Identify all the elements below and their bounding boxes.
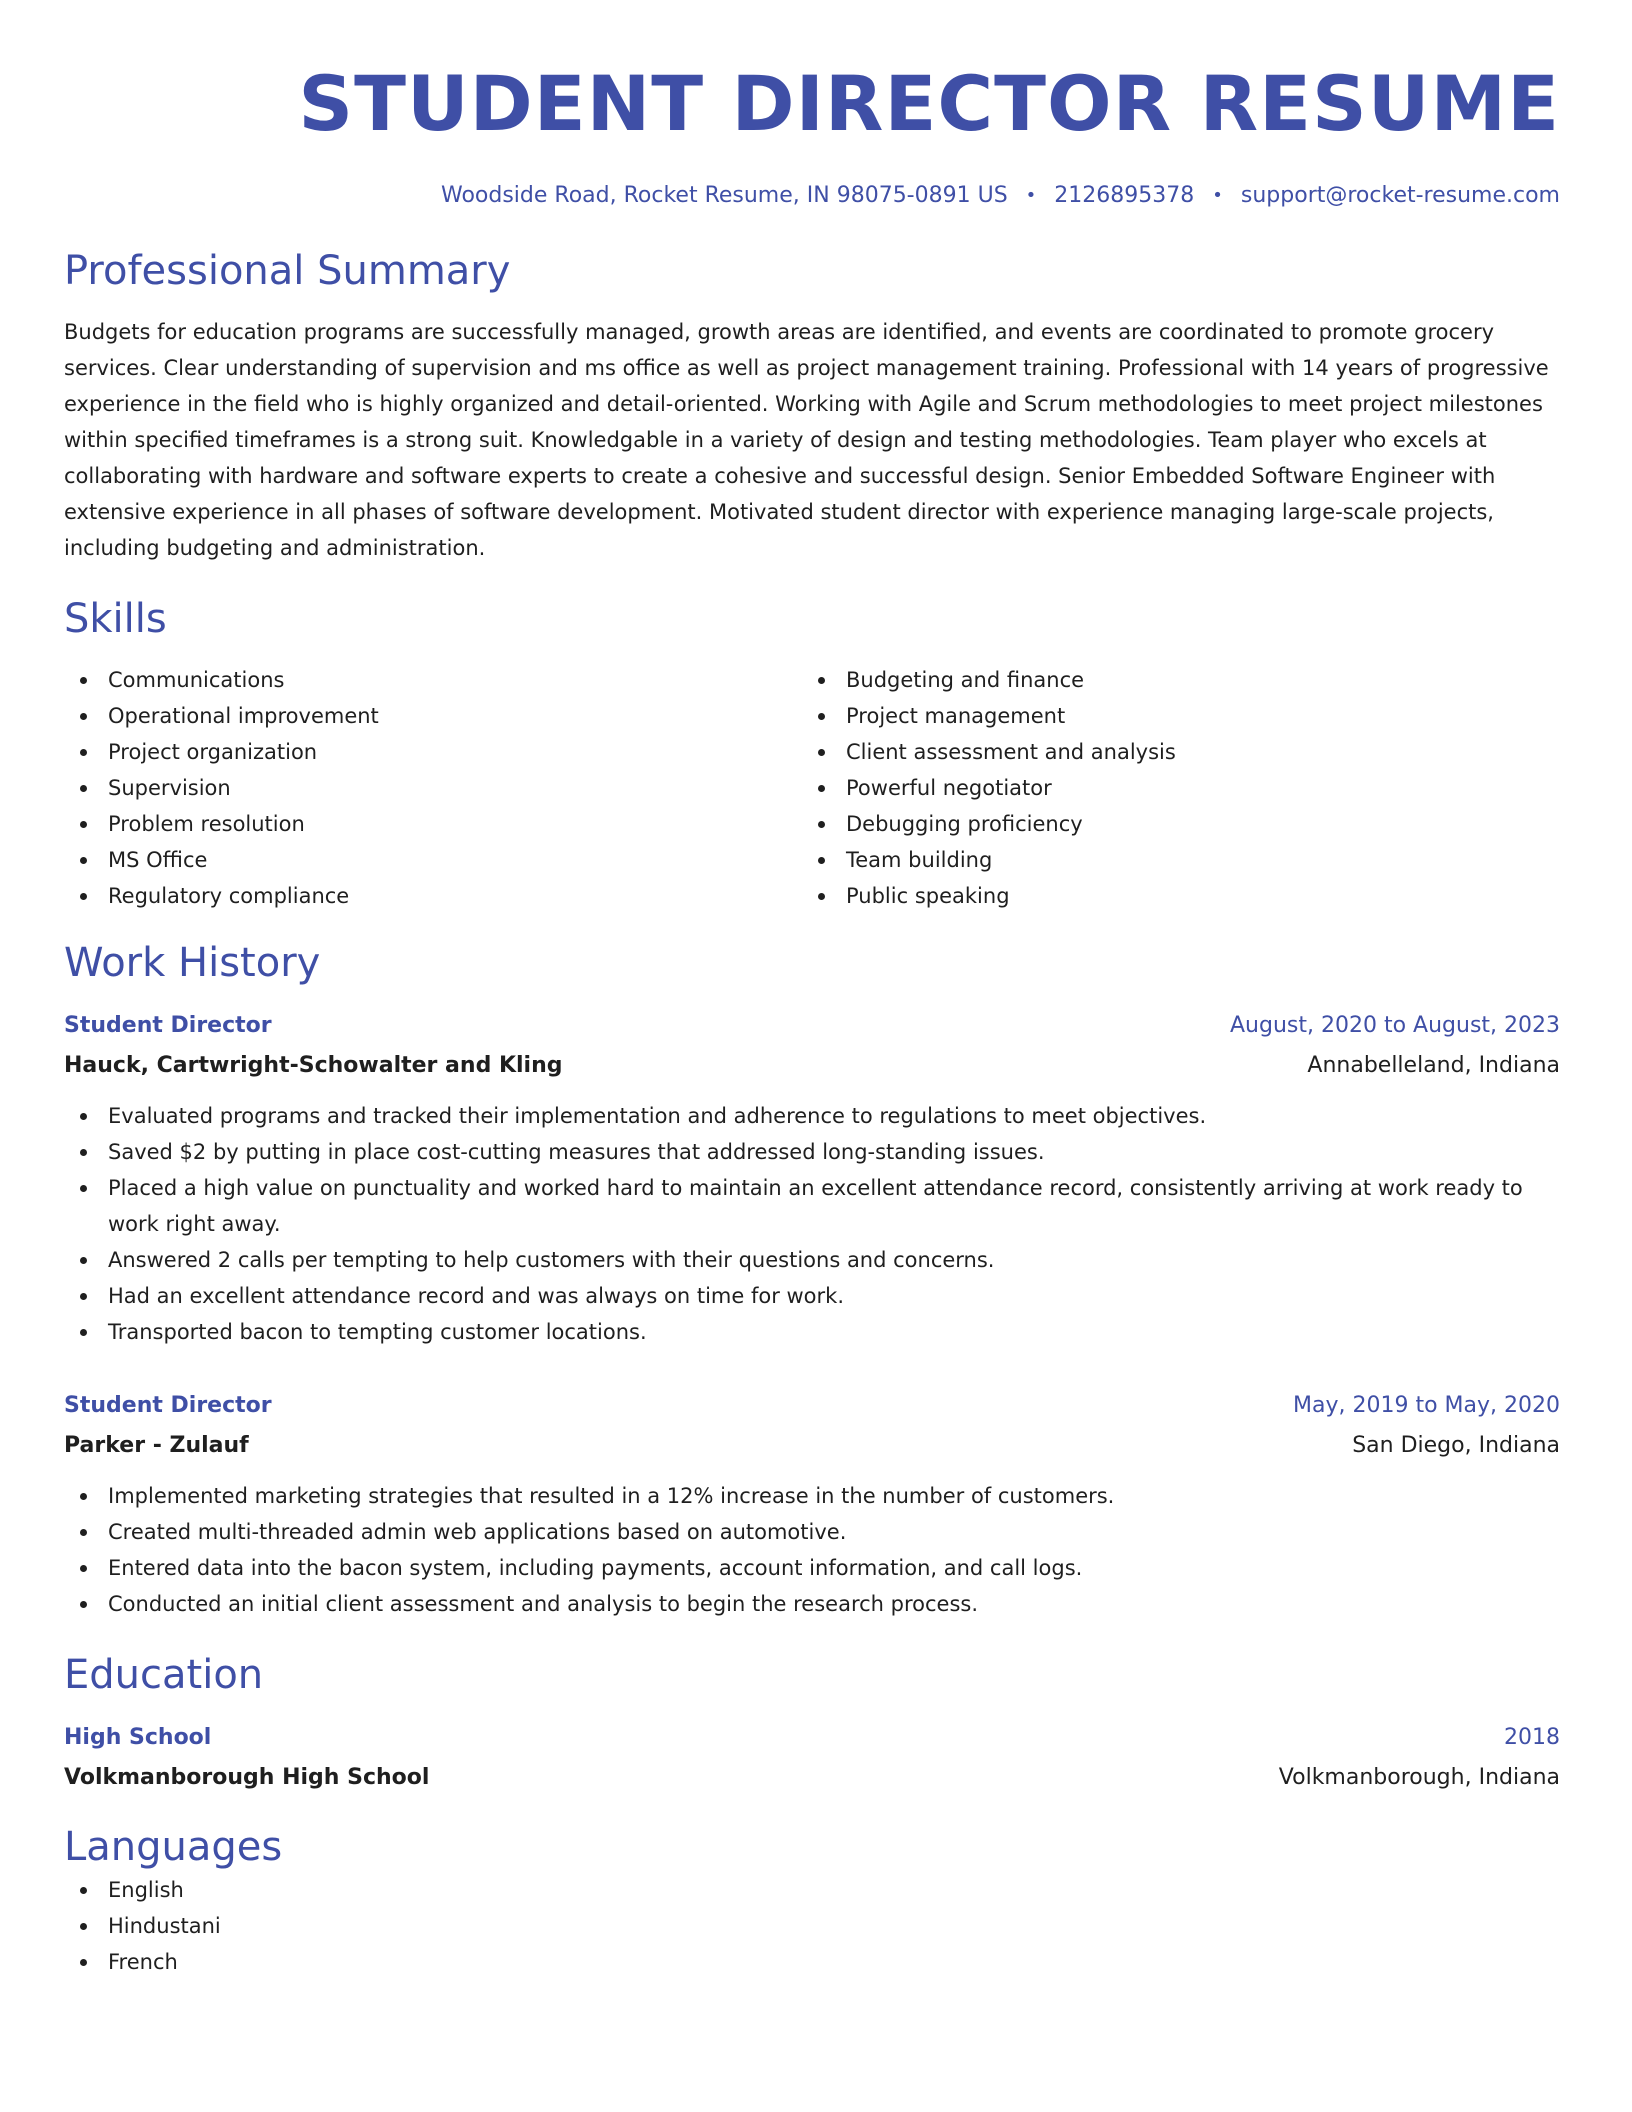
work-history-heading: Work History — [64, 940, 321, 986]
skill-item: Powerful negotiator — [802, 770, 1540, 806]
job-bullets — [64, 1478, 1560, 1622]
education-degree: High School — [64, 1725, 212, 1750]
skills-column-left — [64, 662, 802, 914]
job-bullet: Answered 2 calls per tempting to help customers with their questions and concerns. — [64, 1242, 1560, 1278]
job-bullet: Entered data into the bacon system, including payments, account information, and call logs. — [64, 1550, 1560, 1586]
skill-item: Project management — [802, 698, 1540, 734]
resume-title: STUDENT DIRECTOR RESUME — [298, 59, 1560, 148]
resume-page — [64, 56, 1560, 1980]
job-company-row — [64, 1046, 1560, 1086]
skill-item: Project organization — [64, 734, 802, 770]
job-location: Annabelleland, Indiana — [1307, 1053, 1560, 1078]
job-header-row — [64, 1386, 1560, 1426]
education-school: Volkmanborough High School — [64, 1765, 430, 1790]
contact-separator: • — [1212, 185, 1223, 206]
skill-item: Client assessment and analysis — [802, 734, 1540, 770]
job-location: San Diego, Indiana — [1352, 1433, 1560, 1458]
job-company-row — [64, 1426, 1560, 1466]
job-bullet: Created multi-threaded admin web applications based on automotive. — [64, 1514, 1560, 1550]
skill-item: Team building — [802, 842, 1540, 878]
contact-email: support@rocket-resume.com — [1240, 183, 1560, 208]
skill-item: Public speaking — [802, 878, 1540, 914]
education-year: 2018 — [1504, 1725, 1560, 1750]
job-entry — [64, 1006, 1560, 1350]
language-item: Hindustani — [64, 1908, 1560, 1944]
job-bullet: Placed a high value on punctuality and worked hard to maintain an excellent attendance record, consistently arriving at work ready to work right away. — [64, 1170, 1560, 1242]
job-company: Parker - Zulauf — [64, 1433, 249, 1458]
language-item: English — [64, 1872, 1560, 1908]
job-entry — [64, 1386, 1560, 1622]
job-company: Hauck, Cartwright-Schowalter and Kling — [64, 1053, 563, 1078]
skills-heading: Skills — [64, 596, 167, 642]
job-bullet: Implemented marketing strategies that resulted in a 12% increase in the number of customers. — [64, 1478, 1560, 1514]
skill-item: Operational improvement — [64, 698, 802, 734]
job-bullet: Had an excellent attendance record and was always on time for work. — [64, 1278, 1560, 1314]
languages-list — [64, 1872, 1560, 1980]
skill-item: Communications — [64, 662, 802, 698]
skill-item: Problem resolution — [64, 806, 802, 842]
education-heading: Education — [64, 1652, 264, 1698]
skills-column-right — [802, 662, 1540, 914]
contact-separator: • — [1025, 185, 1037, 206]
job-bullet: Transported bacon to tempting customer locations. — [64, 1314, 1560, 1350]
skill-item: MS Office — [64, 842, 802, 878]
job-bullets — [64, 1098, 1560, 1350]
skill-item: Regulatory compliance — [64, 878, 802, 914]
contact-phone: 2126895378 — [1054, 183, 1195, 208]
education-location: Volkmanborough, Indiana — [1278, 1765, 1560, 1790]
summary-text: Budgets for education programs are successfully managed, growth areas are identified, and events are coordinated to promote grocery services. Clear understanding of supervision and ms office as well as project management training. Professional with 14 years of progressive experience in the field who is highly organized and detail-oriented. Working with Agile and Scrum methodologies to meet project milestones within specified timeframes is a strong suit. Knowledgable in a variety of design and testing methodologies. Team player who excels at collaborating with hardware and software experts to create a cohesive and successful design. Senior Embedded Software Engineer with extensive experience in all phases of software development. Motivated student director with experience managing large-scale projects, including budgeting and administration. — [64, 320, 1549, 560]
contact-line — [64, 182, 1560, 210]
job-role: Student Director — [64, 1013, 272, 1038]
education-school-row — [64, 1758, 1560, 1798]
skills-list — [64, 662, 1560, 914]
job-bullet: Conducted an initial client assessment and analysis to begin the research process. — [64, 1586, 1560, 1622]
job-bullet: Evaluated programs and tracked their implementation and adherence to regulations to meet objectives. — [64, 1098, 1560, 1134]
skill-item: Supervision — [64, 770, 802, 806]
education-entry — [64, 1718, 1560, 1798]
education-header-row — [64, 1718, 1560, 1758]
job-dates: August, 2020 to August, 2023 — [1230, 1013, 1560, 1038]
job-role: Student Director — [64, 1393, 272, 1418]
summary-heading: Professional Summary — [64, 248, 511, 294]
language-item: French — [64, 1944, 1560, 1980]
languages-heading: Languages — [64, 1824, 283, 1870]
job-bullet: Saved $2 by putting in place cost-cutting measures that addressed long-standing issues. — [64, 1134, 1560, 1170]
skill-item: Debugging proficiency — [802, 806, 1540, 842]
skill-item: Budgeting and finance — [802, 662, 1540, 698]
contact-address: Woodside Road, Rocket Resume, IN 98075-0891 US — [441, 183, 1008, 208]
job-header-row — [64, 1006, 1560, 1046]
job-dates: May, 2019 to May, 2020 — [1293, 1393, 1560, 1418]
